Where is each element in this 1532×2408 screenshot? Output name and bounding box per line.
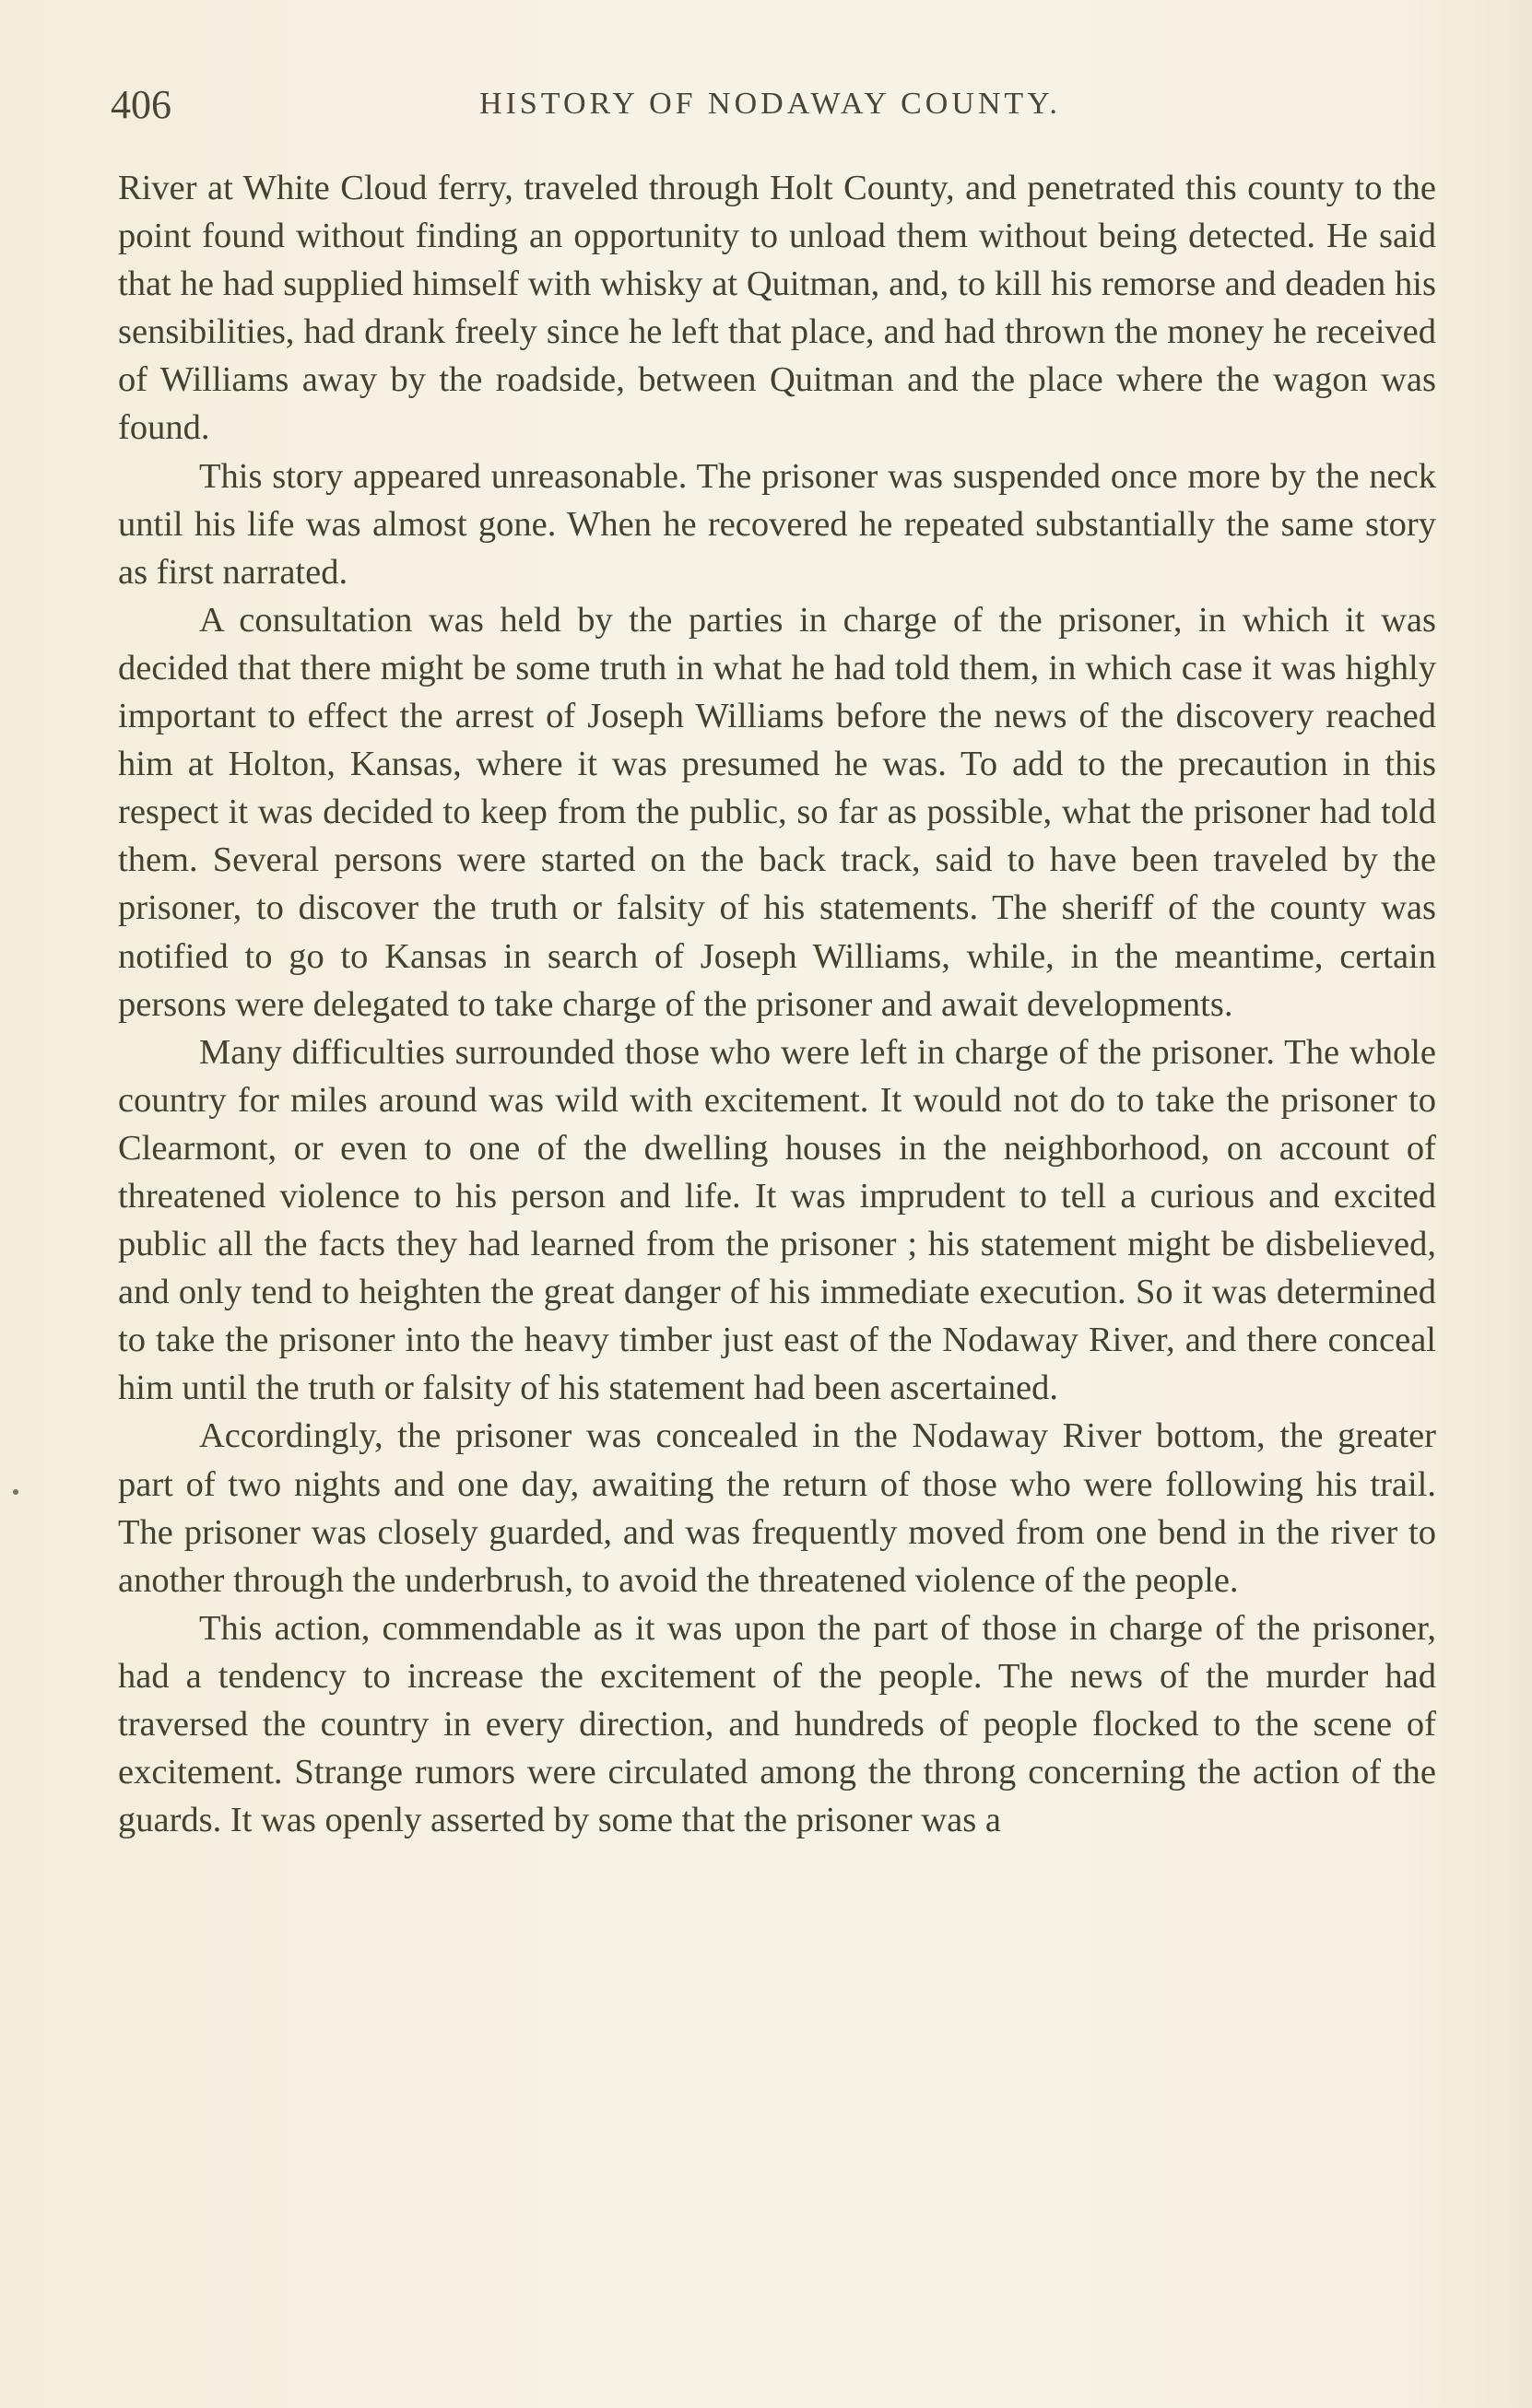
page-header — [111, 81, 1429, 136]
margin-speck — [13, 1489, 18, 1495]
running-title: HISTORY OF NODAWAY COUNTY. — [479, 87, 1061, 121]
paragraph-continued: River at White Cloud ferry, traveled through Holt County, and penetrated this county to the point found without finding an opportunity to unload them without being detected. He said that he had supplied himself with whisky at Quitman, and, to kill his remorse and deaden his sensibilities, had drank freely since he left that place, and had thrown the money he received of Williams away by the roadside, between Quitman and the place where the wagon was found. — [118, 169, 1436, 448]
paragraph: This story appeared unreasonable. The prisoner was suspended once more by the neck until his life was almost gone. When he recovered he repeated substantially the same story as first narrated. — [118, 456, 1436, 592]
paragraph: This action, commendable as it was upon the part of those in charge of the prisoner, had a tendency to increase the excitement of the people. The news of the murder had traversed the country in every direction, and hundreds of people flocked to the scene of excitement. Strange rumors were circulated among the throng concerning the action of the guards. It was openly asserted by some that the prisoner was a — [118, 1608, 1436, 1840]
body-text — [118, 164, 1436, 1844]
page-number: 406 — [111, 82, 171, 127]
paragraph: Many difficulties surrounded those who were left in charge of the prisoner. The whole country for miles around was wild with excitement. It would not do to take the prisoner to Clearmont, or even to one of the dwelling houses in the neighborhood, on account of threatened violence to his person and life. It was imprudent to tell a curious and excited public all the facts they had learned from the prisoner ; his statement might be disbelieved, and only tend to heighten the great danger of his immediate execution. So it was determined to take the prisoner into the heavy timber just east of the Nodaway River, and there conceal him until the truth or falsity of his statement had been ascertained. — [118, 1032, 1436, 1408]
paragraph: A consultation was held by the parties in charge of the prisoner, in which it was decided that there might be some truth in what he had told them, in which case it was highly important to effect the arrest of Joseph Williams before the news of the discovery reached him at Holton, Kansas, where it was presumed he was. To add to the precaution in this respect it was decided to keep from the public, so far as possible, what the prisoner had told them. Several persons were started on the back track, said to have been traveled by the prisoner, to discover the truth or falsity of his statements. The sheriff of the county was notified to go to Kansas in search of Joseph Williams, while, in the meantime, certain persons were delegated to take charge of the prisoner and await developments. — [118, 600, 1436, 1024]
paragraph: Accordingly, the prisoner was concealed in the Nodaway River bottom, the greater part of two nights and one day, awaiting the return of those who were following his trail. The prisoner was closely guarded, and was frequently moved from one bend in the river to another through the underbrush, to avoid the threatened violence of the people. — [118, 1416, 1436, 1600]
